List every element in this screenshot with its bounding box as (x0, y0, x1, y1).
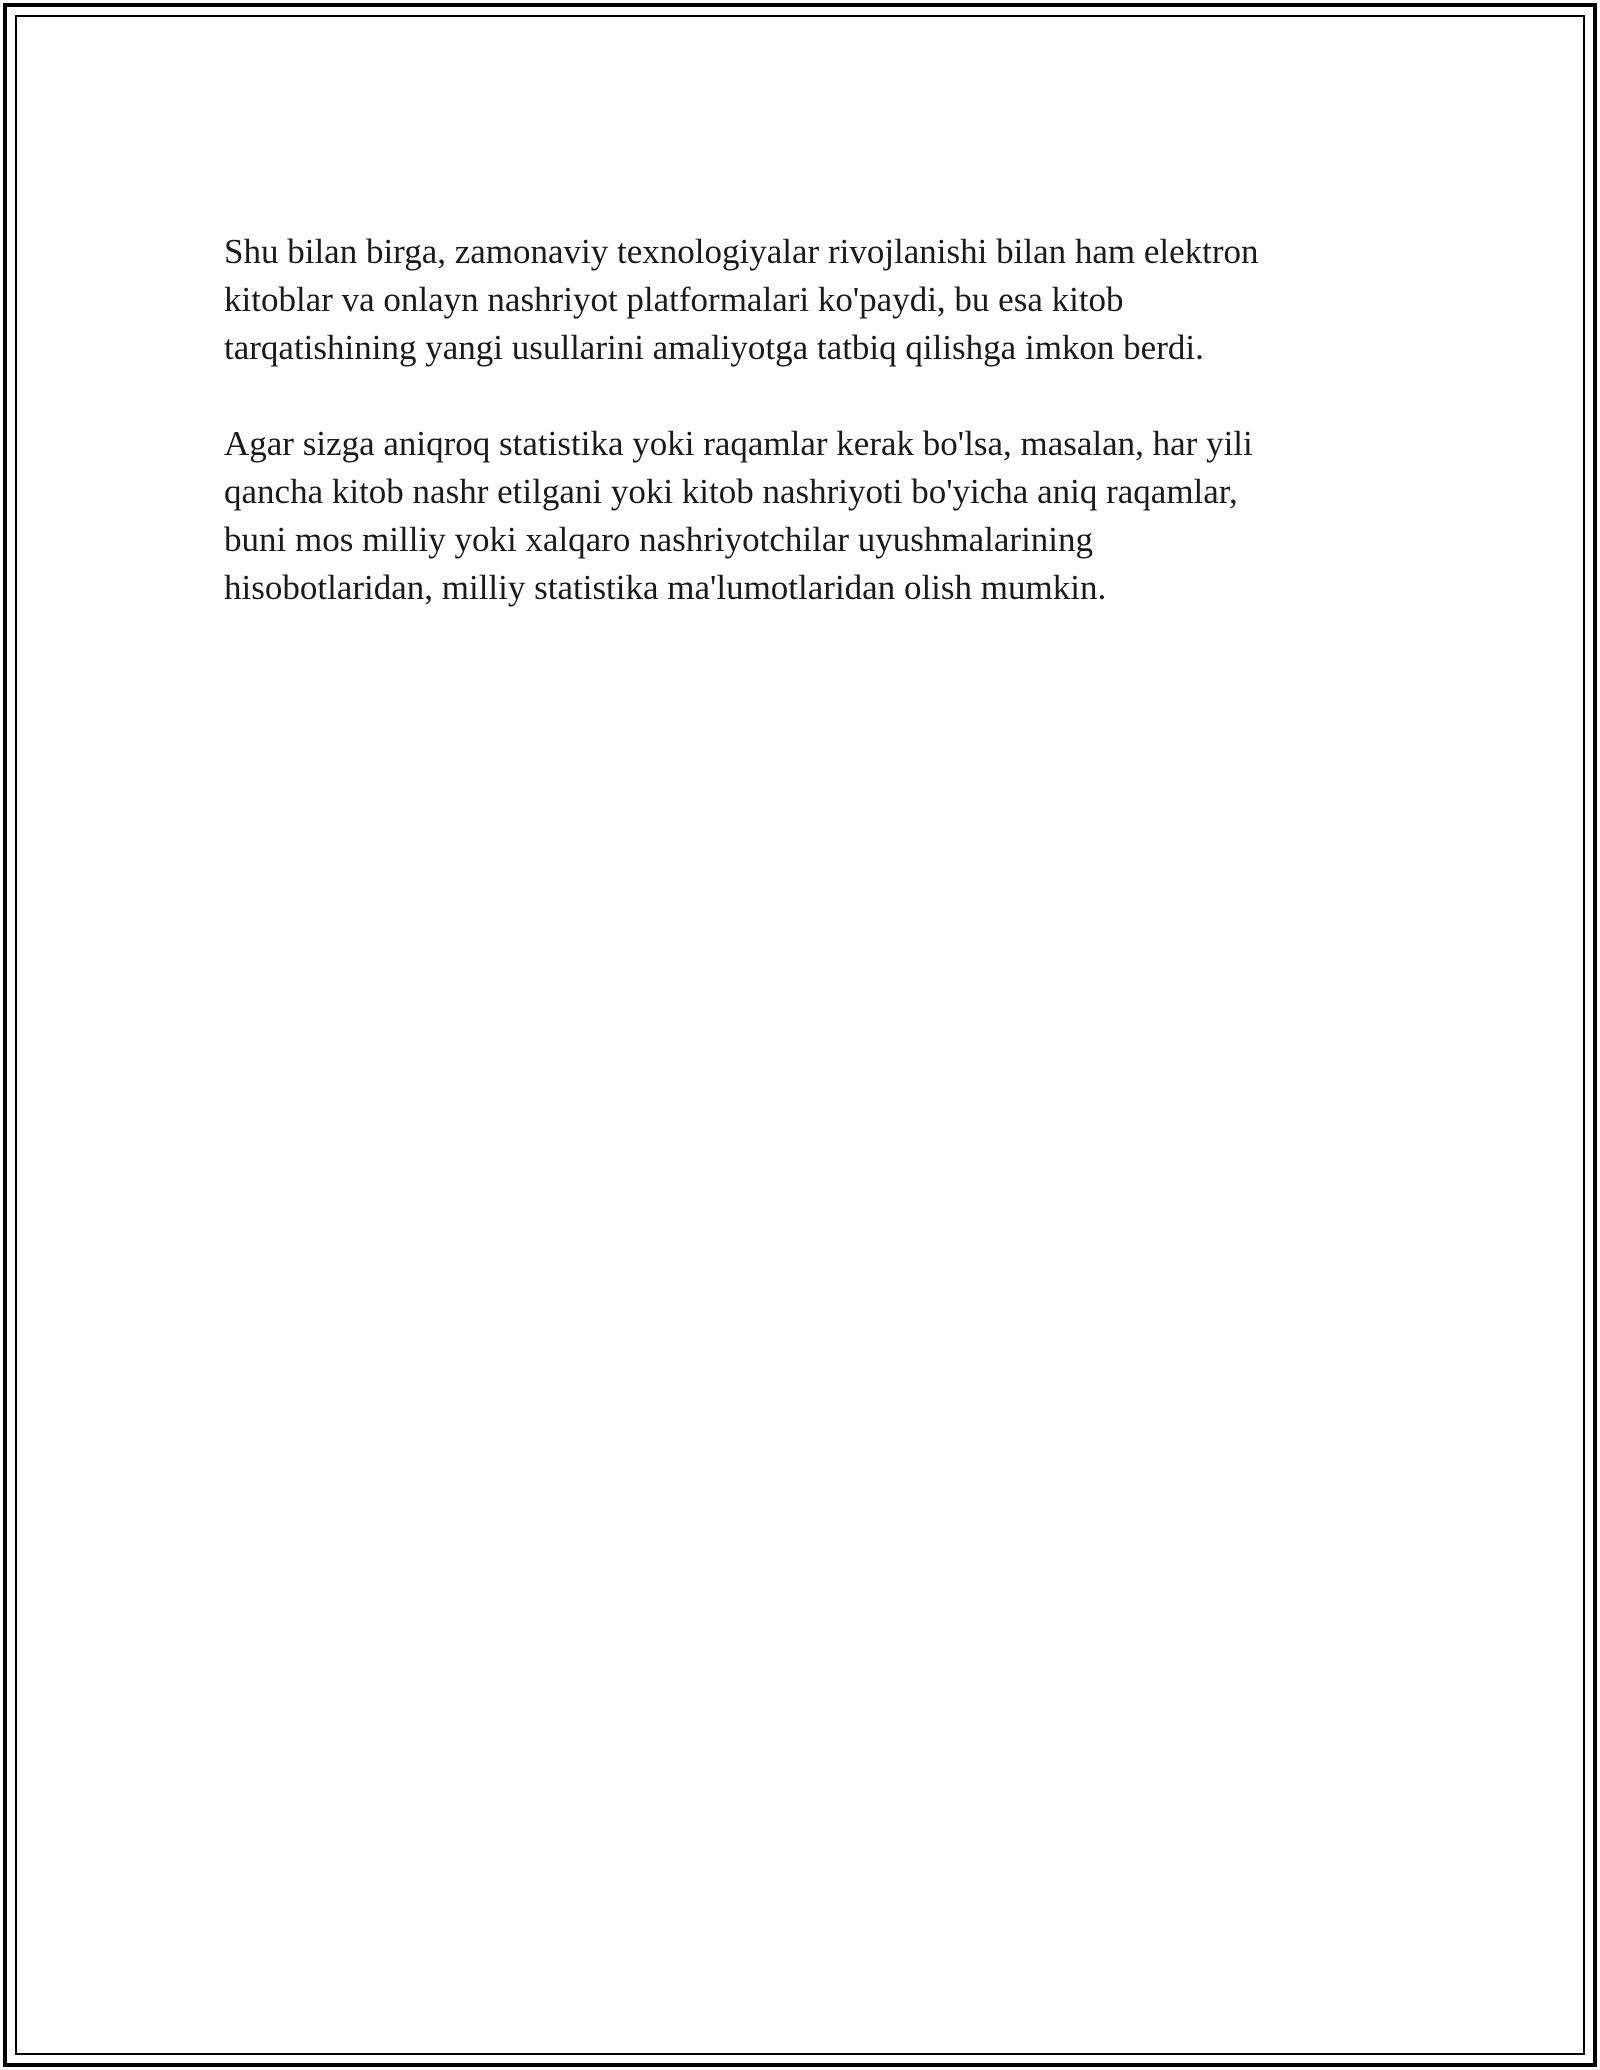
text-line: kitoblar va onlayn nashriyot platformalari ko'paydi, bu esa kitob (224, 280, 1124, 319)
document-body (224, 228, 1374, 660)
text-line: Agar sizga aniqroq statistika yoki raqamlar kerak bo'lsa, masalan, har yili (224, 424, 1253, 463)
text-line: Shu bilan birga, zamonaviy texnologiyalar rivojlanishi bilan ham elektron (224, 232, 1259, 271)
paragraph-technology (224, 228, 1374, 372)
text-line: qancha kitob nashr etilgani yoki kitob nashriyoti bo'yicha aniq raqamlar, (224, 472, 1238, 511)
text-line: tarqatishining yangi usullarini amaliyotga tatbiq qilishga imkon berdi. (224, 328, 1204, 367)
text-line: buni mos milliy yoki xalqaro nashriyotchilar uyushmalarining (224, 520, 1094, 559)
text-line: hisobotlaridan, milliy statistika ma'lumotlaridan olish mumkin. (224, 568, 1107, 607)
paragraph-statistics (224, 420, 1374, 612)
